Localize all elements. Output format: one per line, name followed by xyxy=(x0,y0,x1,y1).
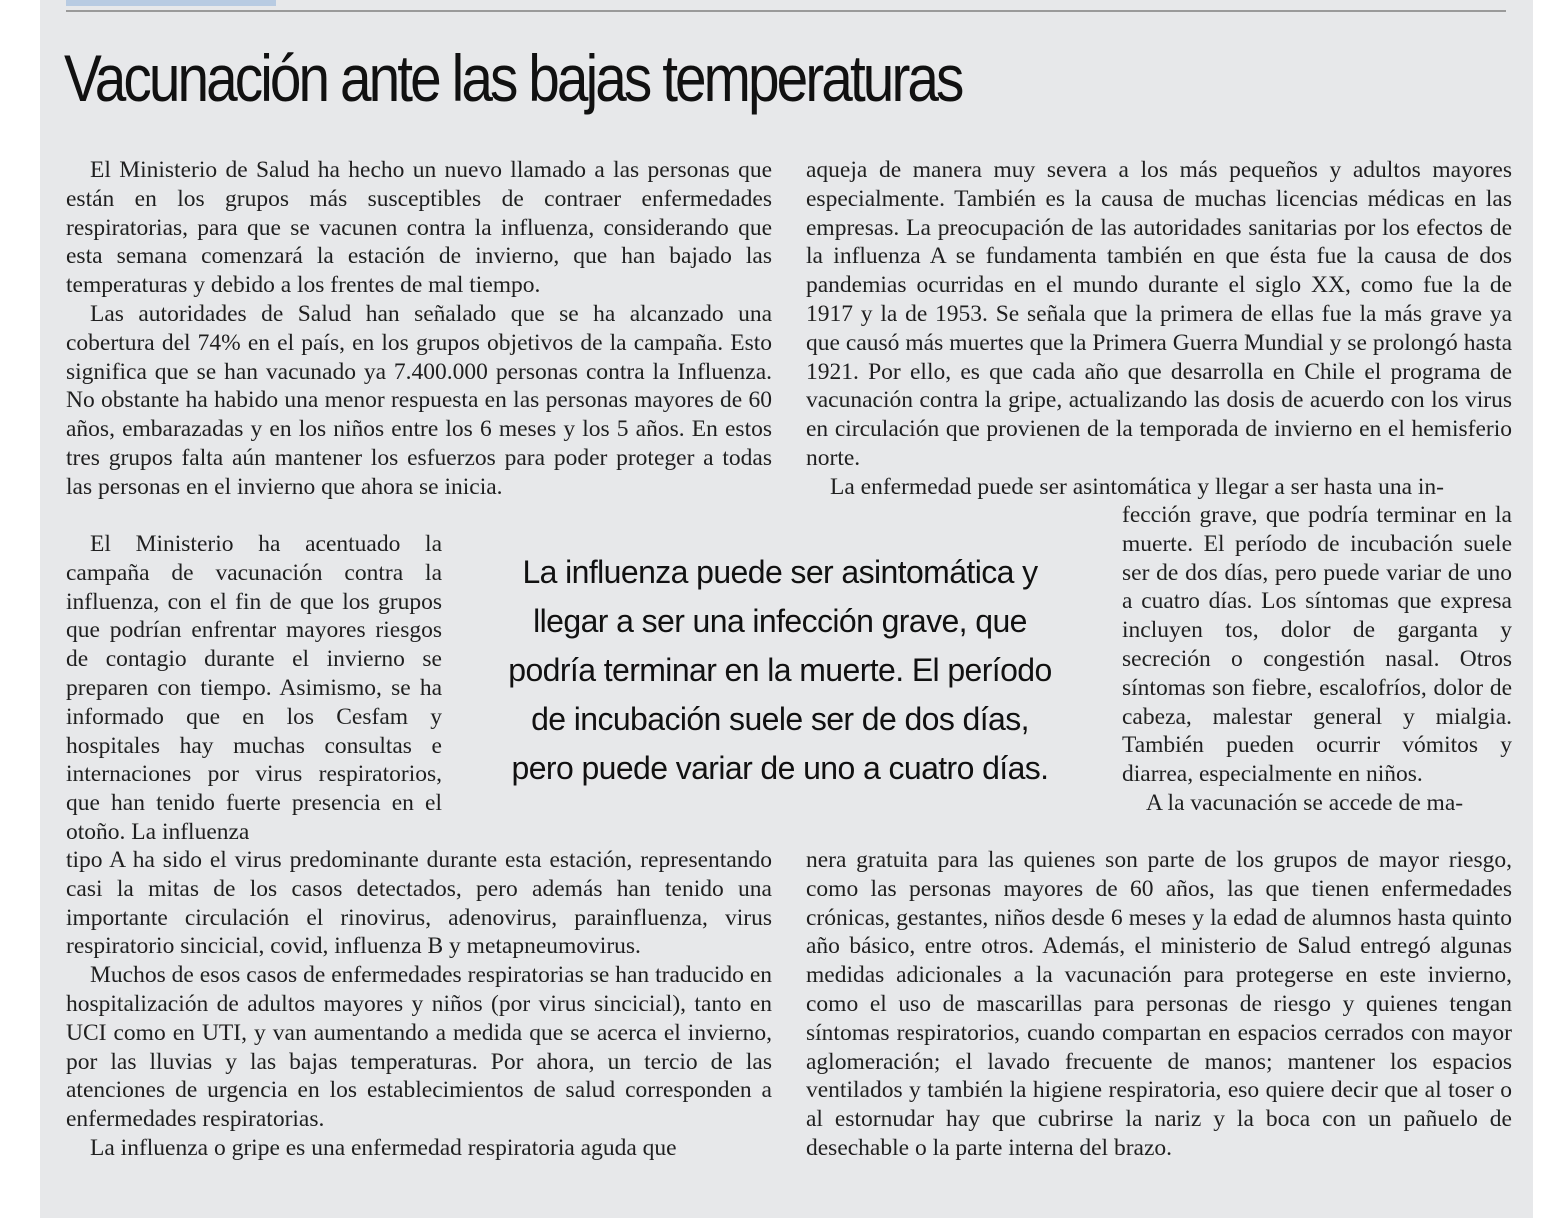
paragraph: Muchos de esos casos de enfermedades respiratorias se han traducido en hospitalización de adultos mayores y niños (por virus sincicial), tanto en UCI como en UTI, y van aumentando a medida que se acerca el invierno, por las lluvias y las bajas temperaturas. Por ahora, un tercio de las atenciones de urgencia en los establecimientos de salud corresponden a enfermedades respiratorias. xyxy=(66,962,772,1133)
paragraph: El Ministerio de Salud ha hecho un nuevo llamado a las personas que están en los grupos más susceptibles de contraer enfermedades respiratorias, para que se vacunen contra la influenza, considerando que esta semana comenzará la estación de invierno, que han bajado las temperaturas y debido a los frentes de mal tiempo. xyxy=(66,157,772,299)
section-tag xyxy=(66,0,276,6)
left-column-bottom xyxy=(66,846,772,1163)
right-column-narrow xyxy=(1122,501,1512,818)
headline: Vacunación ante las bajas temperaturas xyxy=(64,41,962,115)
paragraph: Las autoridades de Salud han señalado que se ha alcanzado una cobertura del 74% en el país, en los grupos objetivos de la campaña. Esto significa que se han vacunado ya 7.400.000 personas contra la Influenza. No obstante ha habido una menor respuesta en las personas mayores de 60 años, embarazadas y en los niños entre los 6 meses y los 5 años. En estos tres grupos falta aún mantener los esfuerzos para poder proteger a todas las personas en el invierno que ahora se inicia. xyxy=(66,300,772,500)
paragraph: fección grave, que podría terminar en la muerte. El período de incubación suele ser de dos días, pero puede variar de uno a cuatro días. Los síntomas que expresa incluyen tos, dolor de garganta y secreción o congestión nasal. Otros síntomas son fiebre, escalofríos, dolor de cabeza, malestar general y mialgia. También pueden ocurrir vómitos y diarrea, especialmente en niños. xyxy=(1122,502,1512,788)
paragraph: tipo A ha sido el virus predominante durante esta estación, representando casi la mitas de los casos detectados, pero además han tenido una importante circulación el rinovirus, adenovirus, parainfluenza, virus respiratorio sincicial, covid, influenza B y metapneumovirus. xyxy=(66,847,772,960)
paragraph: A la vacunación se accede de ma- xyxy=(1146,789,1464,816)
pull-quote: La influenza puede ser asintomática y llegar a ser una infección grave, que podría terminar en la muerte. El período de incubación suele ser de dos días, pero puede variar de uno a cuatro días. xyxy=(508,554,1052,786)
paragraph: aqueja de manera muy severa a los más pequeños y adultos mayores especialmente. También es la causa de muchas licencias médicas en las empresas. La preocupación de las autoridades sanitarias por los efectos de la influenza A se fundamenta también en que ésta fue la causa de dos pandemias ocurridas en el mundo durante el siglo XX, como fue la de 1917 y la de 1953. Se señala que la primera de ellas fue la más grave ya que causó más muertes que la Primera Guerra Mundial y se prolongó hasta 1921. Por ello, es que cada año que desarrolla en Chile el programa de vacunación contra la gripe, actualizando las dosis de acuerdo con los virus en circulación que provienen de la temporada de invierno en el hemisferio norte. xyxy=(806,157,1512,471)
left-column-top xyxy=(66,156,772,502)
newspaper-page xyxy=(40,0,1533,1218)
paragraph: La enfermedad puede ser asintomática y llegar a ser hasta una in- xyxy=(830,473,1444,500)
paragraph: La influenza o gripe es una enfermedad respiratoria aguda que xyxy=(90,1134,677,1161)
right-column-bottom xyxy=(806,846,1512,1163)
paragraph: El Ministerio ha acentuado la campaña de vacunación contra la influenza, con el fin de que los grupos que podrían enfrentar mayores riesgos de contagio durante el invierno se preparen con tiempo. Asimismo, se ha informado que en los Cesfam y hospitales hay muchas consultas e internaciones por virus respiratorios, que han tenido fuerte presencia en el otoño. La influenza xyxy=(66,531,442,845)
top-rule xyxy=(66,10,1506,12)
right-column-top xyxy=(806,156,1512,502)
paragraph: nera gratuita para las quienes son parte de los grupos de mayor riesgo, como las personas mayores de 60 años, las que tienen enfermedades crónicas, gestantes, niños desde 6 meses y la edad de alumnos hasta quinto año básico, entre otros. Además, el ministerio de Salud entregó algunas medidas adicionales a la vacunación para protegerse en este invierno, como el uso de mascarillas para personas de riesgo y quienes tengan síntomas respiratorios, cuando compartan en espacios cerrados con mayor aglomeración; el lavado frecuente de manos; mantener los espacios ventilados y también la higiene respiratoria, eso quiere decir que al toser o al estornudar hay que cubrirse la nariz y la boca con un pañuelo de desechable o la parte interna del brazo. xyxy=(806,847,1512,1161)
left-column-narrow xyxy=(66,530,442,847)
